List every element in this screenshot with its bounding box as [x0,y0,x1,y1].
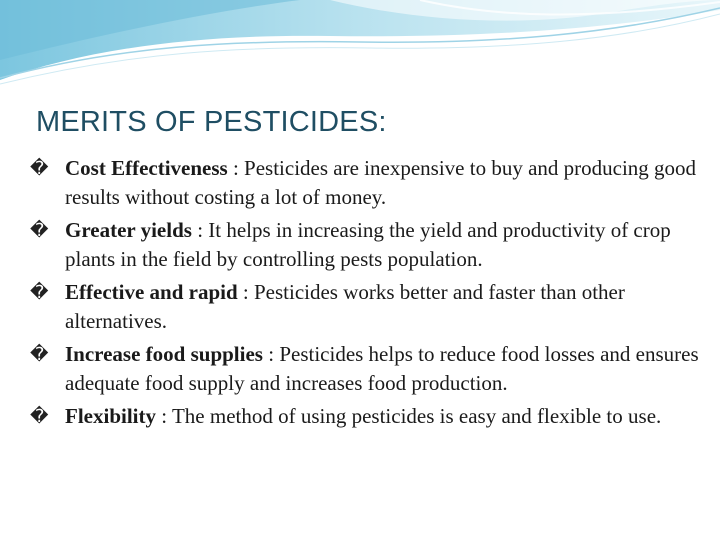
merits-list [30,154,700,435]
bullet-term: Effective and rapid [65,280,238,304]
bullet-text: : Pesticides are inexpensive to buy and producing good results without costing a lot of money. [65,156,697,209]
bullet-text: : Pesticides helps to reduce food losses and ensures adequate food supply and increases food production. [65,342,699,395]
bullet-term: Cost Effectiveness [65,156,228,180]
bullet-text: : The method of using pesticides is easy and flexible to use. [156,404,662,428]
list-item [30,402,700,431]
bullet-text: : It helps in increasing the yield and productivity of crop plants in the field by controlling pests population. [65,218,671,271]
list-item [30,278,700,336]
list-item [30,154,700,212]
bullet-marker-icon: � [30,344,49,365]
bullet-term: Greater yields [65,218,192,242]
bullet-term: Increase food supplies [65,342,263,366]
slide-title: MERITS OF PESTICIDES: [36,106,387,138]
decorative-wave-header [0,0,720,90]
bullet-marker-icon: � [30,220,49,241]
list-item [30,340,700,398]
bullet-marker-icon: � [30,406,49,427]
list-item [30,216,700,274]
bullet-text: : Pesticides works better and faster than other alternatives. [65,280,625,333]
bullet-term: Flexibility [65,404,156,428]
bullet-marker-icon: � [30,282,49,303]
bullet-marker-icon: � [30,158,49,179]
